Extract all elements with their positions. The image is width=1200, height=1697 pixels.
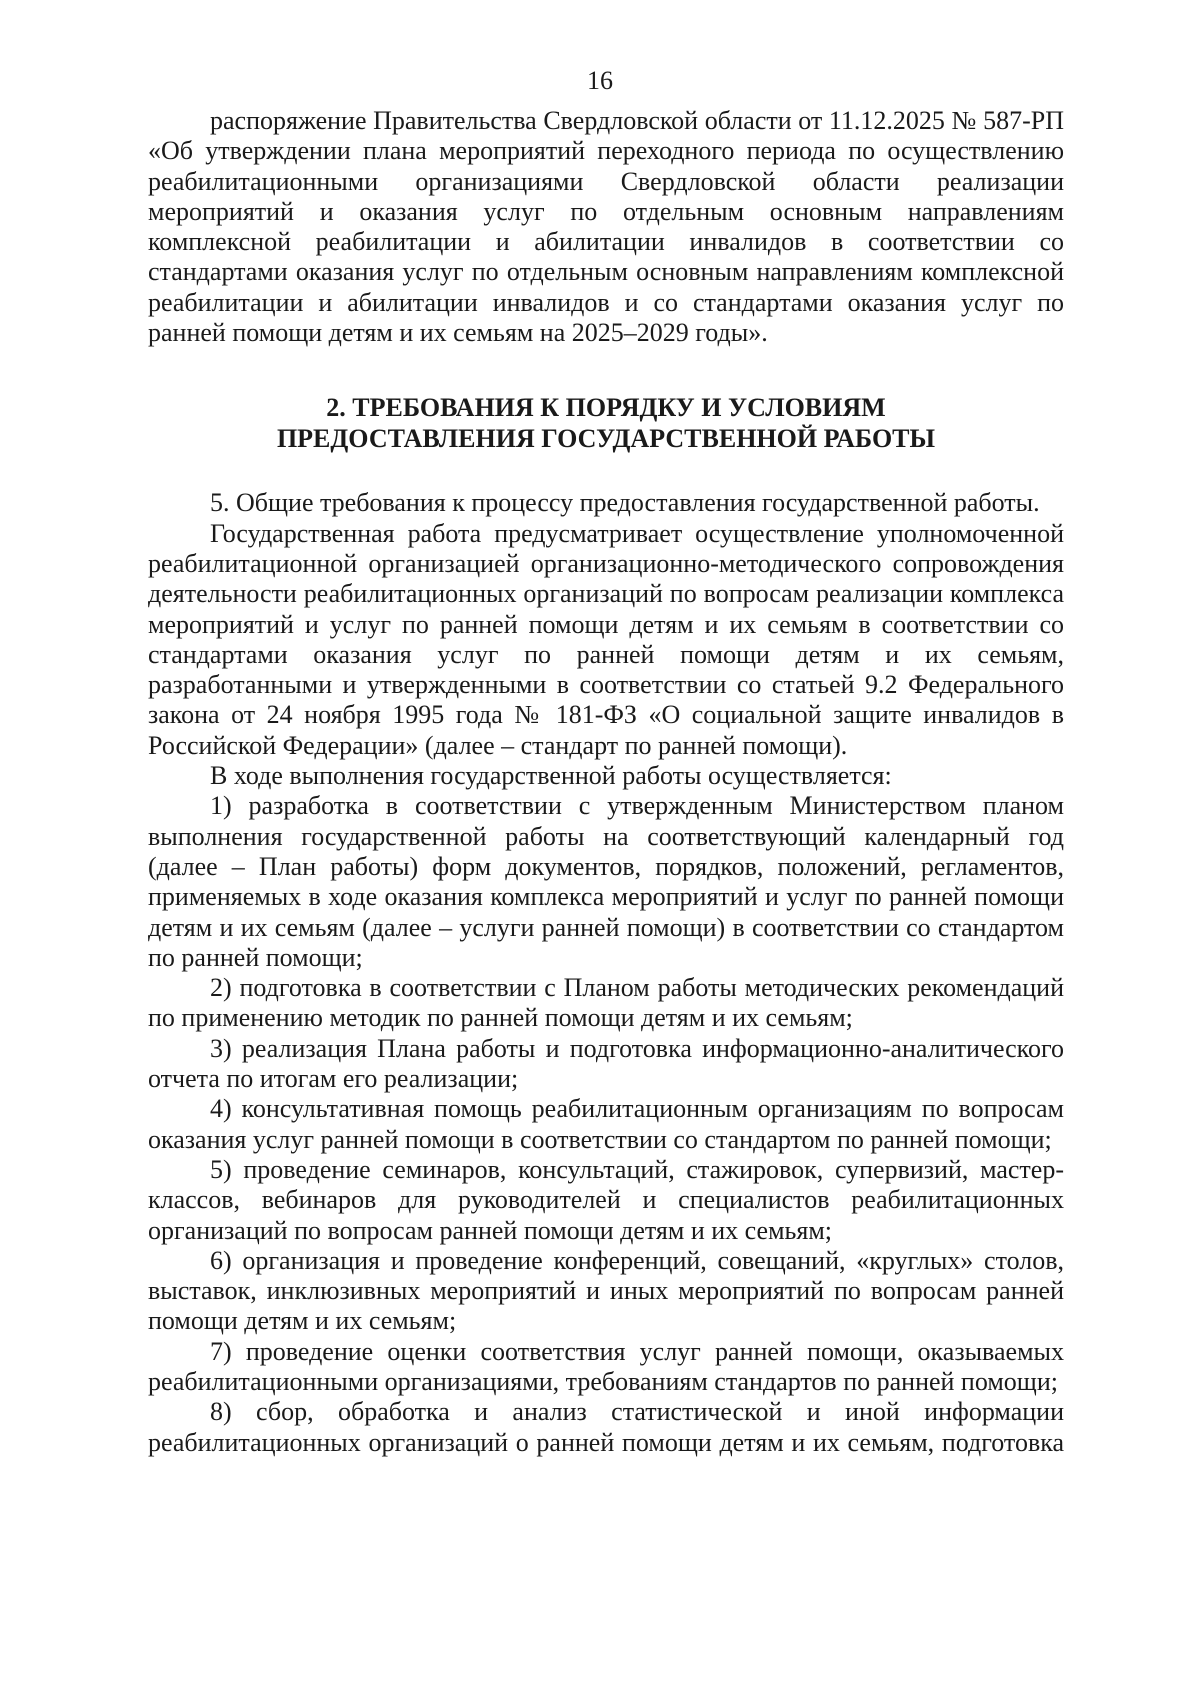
list-item-4: 4) консультативная помощь реабилитационным организациям по вопросам оказания услуг ранней помощи в соответствии со стандартом по ранней помощи; [148,1094,1064,1154]
list-item-8: 8) сбор, обработка и анализ статистической и иной информации реабилитационных организаций о ранней помощи детям и их семьям, подготовка [148,1397,1064,1457]
list-item-7: 7) проведение оценки соответствия услуг ранней помощи, оказываемых реабилитационными организациями, требованиям стандартов по ранней помощи; [148,1336,1064,1396]
section-heading [148,392,1064,454]
intro-paragraph: распоряжение Правительства Свердловской области от 11.12.2025 № 587-РП «Об утверждении плана мероприятий переходного периода по осуществлению реабилитационными организациями Свердловской области реализации мероприятий и оказания услуг по отдельным основным направлениям комплексной реабилитации и абилитации инвалидов в соответствии со стандартами оказания услуг по отдельным основным направлениям комплексной реабилитации и абилитации инвалидов и со стандартами оказания услуг по ранней помощи детям и их семьям на 2025–2029 годы». [148,106,1064,348]
paragraph-general-requirements: 5. Общие требования к процессу предоставления государственной работы. [210,488,1040,518]
section-heading-line-1: 2. ТРЕБОВАНИЯ К ПОРЯДКУ И УСЛОВИЯМ [326,393,886,423]
list-item-1: 1) разработка в соответствии с утвержденным Министерством планом выполнения государственной работы на соответствующий календарный год (далее – План работы) форм документов, порядков, положений, регламентов, применяемых в ходе оказания комплекса мероприятий и услуг по ранней помощи детям и их семьям (далее – услуги ранней помощи) в соответствии со стандартом по ранней помощи; [148,791,1064,972]
section-heading-line-2: ПРЕДОСТАВЛЕНИЯ ГОСУДАРСТВЕННОЙ РАБОТЫ [276,424,936,454]
paragraph-list-intro: В ходе выполнения государственной работы осуществляется: [210,761,892,791]
list-item-3: 3) реализация Плана работы и подготовка информационно-аналитического отчета по итогам его реализации; [148,1033,1064,1094]
list-item-2: 2) подготовка в соответствии с Планом работы методических рекомендаций по применению методик по ранней помощи детям и их семьям; [148,973,1064,1033]
list-item-5: 5) проведение семинаров, консультаций, стажировок, супервизий, мастер-классов, вебинаров для руководителей и специалистов реабилитационных организаций по вопросам ранней помощи детям и их семьям; [148,1154,1064,1245]
document-body [148,106,1064,1458]
paragraph-state-work: Государственная работа предусматривает осуществление уполномоченной реабилитационной организацией организационно-методического сопровождения деятельности реабилитационных организаций по вопросам реализации комплекса мероприятий и услуг по ранней помощи детям и их семьям в соответствии со стандартами оказания услуг по ранней помощи детям и их семьям, разработанными и утвержденными в соответствии со статьей 9.2 Федерального закона от 24 ноября 1995 года № 181-ФЗ «О социальной защите инвалидов в Российской Федерации» (далее – стандарт по ранней помощи). [148,518,1064,760]
page-number: 16 [587,66,613,95]
list-item-6: 6) организация и проведение конференций, совещаний, «круглых» столов, выставок, инклюзивных мероприятий и иных мероприятий по вопросам ранней помощи детям и их семьям; [148,1245,1064,1336]
